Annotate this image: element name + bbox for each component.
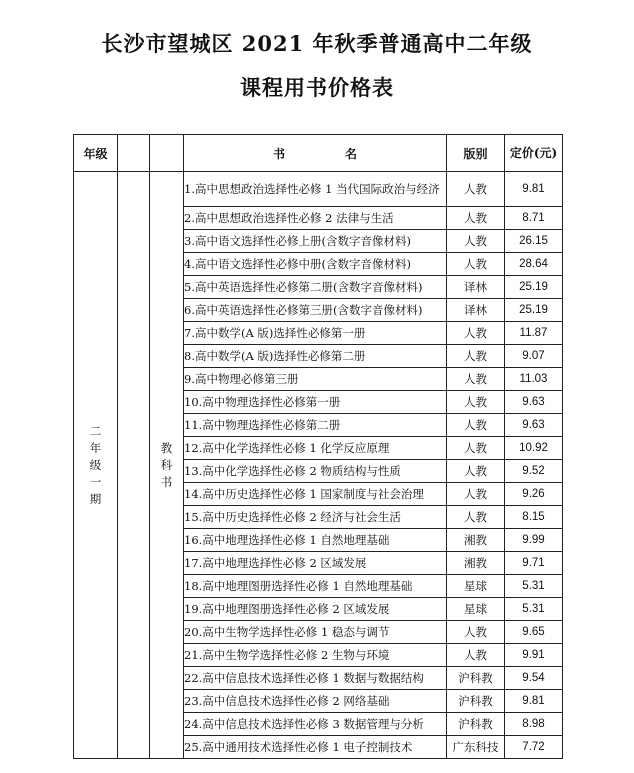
price-cell: 25.19 <box>505 276 563 299</box>
header-empty-2 <box>150 135 184 172</box>
price-cell: 9.65 <box>505 621 563 644</box>
table-header-row <box>74 135 563 172</box>
header-book-name: 书名 <box>184 135 447 172</box>
book-name-cell: 24.高中信息技术选择性必修 3 数据管理与分析 <box>184 713 447 736</box>
price-cell: 5.31 <box>505 575 563 598</box>
publisher-cell: 人教 <box>447 460 505 483</box>
grade-cell: 二年级一期 <box>74 172 118 759</box>
book-name-cell: 14.高中历史选择性必修 1 国家制度与社会治理 <box>184 483 447 506</box>
publisher-cell: 星球 <box>447 575 505 598</box>
price-cell: 8.15 <box>505 506 563 529</box>
publisher-cell: 人教 <box>447 391 505 414</box>
publisher-cell: 人教 <box>447 230 505 253</box>
publisher-cell: 人教 <box>447 483 505 506</box>
publisher-cell: 人教 <box>447 207 505 230</box>
price-table <box>73 134 563 759</box>
table-row <box>74 172 563 207</box>
publisher-cell: 沪科教 <box>447 690 505 713</box>
book-name-cell: 18.高中地理图册选择性必修 1 自然地理基础 <box>184 575 447 598</box>
price-cell: 9.07 <box>505 345 563 368</box>
header-grade: 年级 <box>74 135 118 172</box>
price-cell: 26.15 <box>505 230 563 253</box>
book-name-cell: 6.高中英语选择性必修第三册(含数字音像材料) <box>184 299 447 322</box>
book-name-cell: 25.高中通用技术选择性必修 1 电子控制技术 <box>184 736 447 759</box>
book-name-cell: 20.高中生物学选择性必修 1 稳态与调节 <box>184 621 447 644</box>
price-cell: 28.64 <box>505 253 563 276</box>
publisher-cell: 沪科教 <box>447 713 505 736</box>
publisher-cell: 人教 <box>447 414 505 437</box>
book-name-cell: 16.高中地理选择性必修 1 自然地理基础 <box>184 529 447 552</box>
price-cell: 11.03 <box>505 368 563 391</box>
price-cell: 9.81 <box>505 690 563 713</box>
publisher-cell: 人教 <box>447 345 505 368</box>
price-cell: 7.72 <box>505 736 563 759</box>
publisher-cell: 广东科技 <box>447 736 505 759</box>
book-name-cell: 15.高中历史选择性必修 2 经济与社会生活 <box>184 506 447 529</box>
publisher-cell: 人教 <box>447 437 505 460</box>
publisher-cell: 人教 <box>447 506 505 529</box>
publisher-cell: 人教 <box>447 322 505 345</box>
price-cell: 9.54 <box>505 667 563 690</box>
book-name-cell: 19.高中地理图册选择性必修 2 区域发展 <box>184 598 447 621</box>
price-cell: 8.98 <box>505 713 563 736</box>
book-name-cell: 5.高中英语选择性必修第二册(含数字音像材料) <box>184 276 447 299</box>
book-name-cell: 4.高中语文选择性必修中册(含数字音像材料) <box>184 253 447 276</box>
publisher-cell: 人教 <box>447 253 505 276</box>
header-empty-1 <box>118 135 150 172</box>
book-name-cell: 11.高中物理选择性必修第二册 <box>184 414 447 437</box>
book-name-cell: 7.高中数学(A 版)选择性必修第一册 <box>184 322 447 345</box>
book-name-cell: 3.高中语文选择性必修上册(含数字音像材料) <box>184 230 447 253</box>
publisher-cell: 沪科教 <box>447 667 505 690</box>
book-name-cell: 9.高中物理必修第三册 <box>184 368 447 391</box>
publisher-cell: 译林 <box>447 276 505 299</box>
publisher-cell: 人教 <box>447 172 505 207</box>
price-cell: 9.71 <box>505 552 563 575</box>
book-name-cell: 12.高中化学选择性必修 1 化学反应原理 <box>184 437 447 460</box>
price-cell: 8.71 <box>505 207 563 230</box>
price-cell: 9.52 <box>505 460 563 483</box>
publisher-cell: 湘教 <box>447 552 505 575</box>
price-cell: 9.63 <box>505 414 563 437</box>
book-name-cell: 10.高中物理选择性必修第一册 <box>184 391 447 414</box>
price-cell: 11.87 <box>505 322 563 345</box>
price-cell: 9.81 <box>505 172 563 207</box>
price-cell: 5.31 <box>505 598 563 621</box>
header-publisher: 版别 <box>447 135 505 172</box>
document-subtitle: 课程用书价格表 <box>240 75 394 100</box>
publisher-cell: 湘教 <box>447 529 505 552</box>
table-body <box>74 172 563 759</box>
book-name-cell: 23.高中信息技术选择性必修 2 网络基础 <box>184 690 447 713</box>
category-cell: 教科书 <box>150 172 184 759</box>
publisher-cell: 人教 <box>447 644 505 667</box>
price-cell: 9.63 <box>505 391 563 414</box>
book-name-cell: 21.高中生物学选择性必修 2 生物与环境 <box>184 644 447 667</box>
price-cell: 9.91 <box>505 644 563 667</box>
book-name-cell: 8.高中数学(A 版)选择性必修第二册 <box>184 345 447 368</box>
publisher-cell: 星球 <box>447 598 505 621</box>
header-price: 定价(元) <box>505 135 563 172</box>
publisher-cell: 人教 <box>447 368 505 391</box>
document-title: 长沙市望城区 2021 年秋季普通高中二年级 <box>101 31 533 56</box>
book-name-cell: 22.高中信息技术选择性必修 1 数据与数据结构 <box>184 667 447 690</box>
empty-column-cell <box>118 172 150 759</box>
price-cell: 10.92 <box>505 437 563 460</box>
book-name-cell: 13.高中化学选择性必修 2 物质结构与性质 <box>184 460 447 483</box>
publisher-cell: 译林 <box>447 299 505 322</box>
price-cell: 9.26 <box>505 483 563 506</box>
book-name-cell: 17.高中地理选择性必修 2 区域发展 <box>184 552 447 575</box>
book-name-cell: 1.高中思想政治选择性必修 1 当代国际政治与经济 <box>184 172 447 207</box>
price-cell: 25.19 <box>505 299 563 322</box>
price-cell: 9.99 <box>505 529 563 552</box>
publisher-cell: 人教 <box>447 621 505 644</box>
book-name-cell: 2.高中思想政治选择性必修 2 法律与生活 <box>184 207 447 230</box>
